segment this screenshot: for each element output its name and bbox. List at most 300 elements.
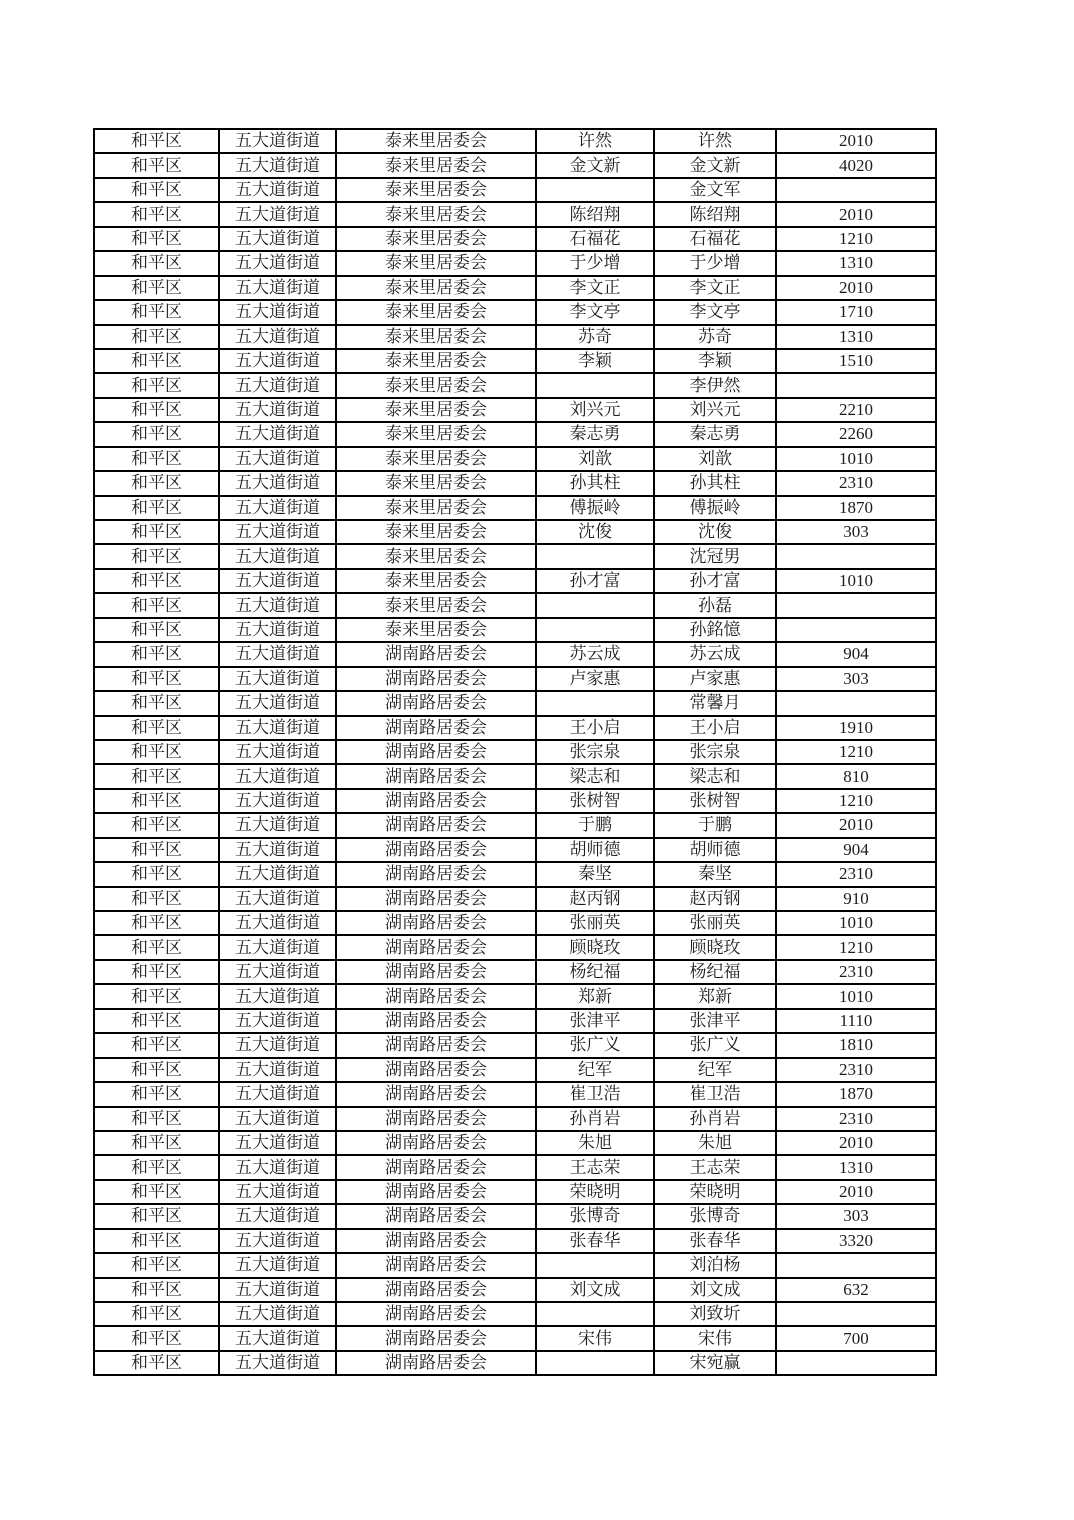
table-cell: 五大道街道	[219, 227, 336, 251]
table-body	[94, 129, 936, 1375]
table-cell	[536, 691, 654, 715]
table-cell	[536, 178, 654, 202]
table-row	[94, 960, 936, 984]
table-cell: 孙肖岩	[654, 1107, 776, 1131]
table-row	[94, 593, 936, 617]
table-cell: 湖南路居委会	[336, 1082, 536, 1106]
table-cell	[536, 618, 654, 642]
table-cell: 和平区	[94, 373, 219, 397]
table-row	[94, 1229, 936, 1253]
table-cell: 和平区	[94, 1253, 219, 1277]
table-cell: 和平区	[94, 716, 219, 740]
table-cell: 1010	[776, 984, 936, 1008]
table-cell: 孙其柱	[536, 471, 654, 495]
table-cell: 湖南路居委会	[336, 764, 536, 788]
table-cell: 崔卫浩	[654, 1082, 776, 1106]
table-cell: 五大道街道	[219, 1033, 336, 1057]
table-cell: 和平区	[94, 276, 219, 300]
table-row	[94, 1082, 936, 1106]
table-row	[94, 447, 936, 471]
table-cell: 五大道街道	[219, 1278, 336, 1302]
table-cell: 朱旭	[654, 1131, 776, 1155]
table-cell: 五大道街道	[219, 153, 336, 177]
table-cell: 刘泊杨	[654, 1253, 776, 1277]
table-cell: 五大道街道	[219, 496, 336, 520]
table-cell: 沈俊	[654, 520, 776, 544]
table-cell: 五大道街道	[219, 300, 336, 324]
table-row	[94, 1204, 936, 1228]
table-row	[94, 325, 936, 349]
table-cell: 沈俊	[536, 520, 654, 544]
table-cell: 五大道街道	[219, 1302, 336, 1326]
table-row	[94, 1302, 936, 1326]
table-row	[94, 1131, 936, 1155]
table-cell: 赵丙钢	[536, 887, 654, 911]
table-cell: 泰来里居委会	[336, 544, 536, 568]
table-cell: 五大道街道	[219, 838, 336, 862]
table-cell: 2010	[776, 129, 936, 153]
table-cell: 和平区	[94, 911, 219, 935]
table-row	[94, 276, 936, 300]
table-cell: 和平区	[94, 251, 219, 275]
table-row	[94, 398, 936, 422]
table-cell: 湖南路居委会	[336, 1155, 536, 1179]
table-cell: 五大道街道	[219, 1082, 336, 1106]
table-cell: 金文新	[536, 153, 654, 177]
table-cell: 和平区	[94, 227, 219, 251]
table-cell: 五大道街道	[219, 1229, 336, 1253]
table-cell: 张广义	[536, 1033, 654, 1057]
table-cell: 904	[776, 838, 936, 862]
table-cell	[776, 618, 936, 642]
table-cell: 和平区	[94, 325, 219, 349]
table-row	[94, 153, 936, 177]
table-cell: 泰来里居委会	[336, 129, 536, 153]
table-cell: 秦坚	[536, 862, 654, 886]
table-cell: 于鹏	[654, 813, 776, 837]
table-cell	[776, 691, 936, 715]
table-cell: 泰来里居委会	[336, 251, 536, 275]
table-cell: 苏云成	[654, 642, 776, 666]
table-row	[94, 1253, 936, 1277]
table-cell: 石福花	[654, 227, 776, 251]
table-cell: 910	[776, 887, 936, 911]
table-cell: 五大道街道	[219, 716, 336, 740]
table-cell: 李伊然	[654, 373, 776, 397]
table-cell: 2010	[776, 1180, 936, 1204]
table-row	[94, 251, 936, 275]
table-cell: 1210	[776, 789, 936, 813]
table-cell: 常馨月	[654, 691, 776, 715]
table-row	[94, 984, 936, 1008]
table-cell	[536, 593, 654, 617]
table-cell: 许然	[536, 129, 654, 153]
table-cell: 胡师德	[536, 838, 654, 862]
table-cell: 和平区	[94, 984, 219, 1008]
table-cell: 纪军	[654, 1058, 776, 1082]
table-row	[94, 129, 936, 153]
table-row	[94, 667, 936, 691]
table-cell: 2310	[776, 862, 936, 886]
table-cell: 1210	[776, 740, 936, 764]
table-cell: 1310	[776, 1155, 936, 1179]
table-cell: 荣晓明	[654, 1180, 776, 1204]
table-cell: 张津平	[536, 1009, 654, 1033]
table-cell: 刘兴元	[536, 398, 654, 422]
table-cell: 卢家惠	[654, 667, 776, 691]
table-cell: 700	[776, 1326, 936, 1350]
table-cell: 刘歆	[536, 447, 654, 471]
table-cell: 五大道街道	[219, 862, 336, 886]
table-cell: 1010	[776, 911, 936, 935]
table-cell: 宋伟	[536, 1326, 654, 1350]
table-row	[94, 1155, 936, 1179]
table-cell: 刘兴元	[654, 398, 776, 422]
table-cell: 五大道街道	[219, 178, 336, 202]
table-cell: 和平区	[94, 1058, 219, 1082]
table-cell: 1510	[776, 349, 936, 373]
table-cell: 湖南路居委会	[336, 911, 536, 935]
table-row	[94, 471, 936, 495]
table-cell: 五大道街道	[219, 1326, 336, 1350]
table-cell: 303	[776, 520, 936, 544]
table-row	[94, 691, 936, 715]
table-cell: 和平区	[94, 1229, 219, 1253]
table-cell: 泰来里居委会	[336, 471, 536, 495]
table-cell: 孙磊	[654, 593, 776, 617]
table-row	[94, 1009, 936, 1033]
table-cell: 泰来里居委会	[336, 276, 536, 300]
table-cell: 湖南路居委会	[336, 691, 536, 715]
table-cell: 李文正	[536, 276, 654, 300]
table-cell: 五大道街道	[219, 276, 336, 300]
table-cell: 顾晓玫	[654, 935, 776, 959]
table-cell: 五大道街道	[219, 422, 336, 446]
table-cell: 1870	[776, 1082, 936, 1106]
table-cell: 和平区	[94, 593, 219, 617]
table-cell: 傅振岭	[654, 496, 776, 520]
table-cell: 湖南路居委会	[336, 789, 536, 813]
table-cell: 湖南路居委会	[336, 1131, 536, 1155]
table-cell: 和平区	[94, 935, 219, 959]
table-cell: 刘歆	[654, 447, 776, 471]
table-row	[94, 740, 936, 764]
table-cell: 泰来里居委会	[336, 520, 536, 544]
table-row	[94, 300, 936, 324]
table-cell: 五大道街道	[219, 935, 336, 959]
table-cell: 2310	[776, 1058, 936, 1082]
table-cell: 1010	[776, 447, 936, 471]
table-cell	[776, 1253, 936, 1277]
table-cell: 五大道街道	[219, 373, 336, 397]
table-cell: 五大道街道	[219, 1253, 336, 1277]
table-cell: 梁志和	[536, 764, 654, 788]
table-cell: 五大道街道	[219, 398, 336, 422]
table-cell: 苏奇	[654, 325, 776, 349]
table-cell: 五大道街道	[219, 1155, 336, 1179]
table-row	[94, 520, 936, 544]
table-cell: 沈冠男	[654, 544, 776, 568]
table-cell: 泰来里居委会	[336, 422, 536, 446]
table-cell: 泰来里居委会	[336, 569, 536, 593]
table-cell: 张博奇	[654, 1204, 776, 1228]
table-cell: 张宗泉	[654, 740, 776, 764]
table-cell: 和平区	[94, 691, 219, 715]
table-cell: 和平区	[94, 642, 219, 666]
table-cell: 宋伟	[654, 1326, 776, 1350]
table-cell: 和平区	[94, 1107, 219, 1131]
table-cell: 五大道街道	[219, 764, 336, 788]
table-cell: 1210	[776, 227, 936, 251]
data-table	[93, 128, 937, 1376]
table-row	[94, 569, 936, 593]
table-row	[94, 1033, 936, 1057]
table-cell: 湖南路居委会	[336, 935, 536, 959]
table-cell: 王志荣	[654, 1155, 776, 1179]
table-cell: 和平区	[94, 544, 219, 568]
table-cell: 傅振岭	[536, 496, 654, 520]
table-cell: 和平区	[94, 1009, 219, 1033]
table-cell: 张春华	[536, 1229, 654, 1253]
table-cell: 王志荣	[536, 1155, 654, 1179]
table-cell: 1110	[776, 1009, 936, 1033]
table-cell: 泰来里居委会	[336, 398, 536, 422]
table-cell: 和平区	[94, 1302, 219, 1326]
table-cell: 郑新	[536, 984, 654, 1008]
table-cell: 和平区	[94, 1351, 219, 1375]
table-cell: 湖南路居委会	[336, 1058, 536, 1082]
table-cell: 和平区	[94, 667, 219, 691]
table-cell: 苏奇	[536, 325, 654, 349]
table-cell: 秦坚	[654, 862, 776, 886]
table-cell: 赵丙钢	[654, 887, 776, 911]
table-cell: 朱旭	[536, 1131, 654, 1155]
table-cell: 崔卫浩	[536, 1082, 654, 1106]
table-cell: 五大道街道	[219, 349, 336, 373]
table-cell	[776, 593, 936, 617]
table-cell	[536, 1302, 654, 1326]
table-cell: 和平区	[94, 960, 219, 984]
table-cell: 和平区	[94, 422, 219, 446]
table-cell: 五大道街道	[219, 813, 336, 837]
table-cell: 五大道街道	[219, 984, 336, 1008]
table-cell: 许然	[654, 129, 776, 153]
table-cell: 五大道街道	[219, 202, 336, 226]
table-cell: 五大道街道	[219, 447, 336, 471]
table-row	[94, 764, 936, 788]
table-cell: 五大道街道	[219, 1009, 336, 1033]
table-cell: 和平区	[94, 887, 219, 911]
table-cell: 杨纪福	[654, 960, 776, 984]
table-cell	[776, 178, 936, 202]
table-cell: 李文亭	[654, 300, 776, 324]
table-cell: 和平区	[94, 1326, 219, 1350]
table-cell: 秦志勇	[536, 422, 654, 446]
table-cell: 1870	[776, 496, 936, 520]
table-cell: 泰来里居委会	[336, 300, 536, 324]
table-cell: 泰来里居委会	[336, 325, 536, 349]
table-cell: 金文新	[654, 153, 776, 177]
table-row	[94, 544, 936, 568]
table-cell: 和平区	[94, 300, 219, 324]
table-cell: 张树智	[654, 789, 776, 813]
table-cell: 泰来里居委会	[336, 153, 536, 177]
table-row	[94, 789, 936, 813]
table-cell: 湖南路居委会	[336, 740, 536, 764]
table-cell: 陈绍翔	[654, 202, 776, 226]
table-cell: 湖南路居委会	[336, 1302, 536, 1326]
table-row	[94, 862, 936, 886]
table-row	[94, 935, 936, 959]
table-cell: 五大道街道	[219, 1058, 336, 1082]
table-cell: 梁志和	[654, 764, 776, 788]
table-cell: 湖南路居委会	[336, 887, 536, 911]
table-cell: 1810	[776, 1033, 936, 1057]
table-cell: 303	[776, 667, 936, 691]
table-cell: 湖南路居委会	[336, 1253, 536, 1277]
table-cell: 张宗泉	[536, 740, 654, 764]
table-row	[94, 1351, 936, 1375]
table-cell: 和平区	[94, 1204, 219, 1228]
table-row	[94, 227, 936, 251]
table-cell: 张丽英	[536, 911, 654, 935]
table-row	[94, 618, 936, 642]
table-cell: 张津平	[654, 1009, 776, 1033]
table-row	[94, 716, 936, 740]
table-cell: 和平区	[94, 1180, 219, 1204]
table-cell: 石福花	[536, 227, 654, 251]
table-row	[94, 911, 936, 935]
table-cell: 顾晓玫	[536, 935, 654, 959]
table-cell: 泰来里居委会	[336, 202, 536, 226]
table-cell: 五大道街道	[219, 325, 336, 349]
table-cell: 2010	[776, 202, 936, 226]
table-cell	[776, 373, 936, 397]
table-cell: 湖南路居委会	[336, 642, 536, 666]
table-row	[94, 813, 936, 837]
table-row	[94, 887, 936, 911]
table-cell: 1710	[776, 300, 936, 324]
table-cell: 泰来里居委会	[336, 496, 536, 520]
table-cell: 五大道街道	[219, 887, 336, 911]
table-cell: 五大道街道	[219, 129, 336, 153]
table-cell: 五大道街道	[219, 667, 336, 691]
table-cell: 和平区	[94, 764, 219, 788]
table-cell: 宋宛赢	[654, 1351, 776, 1375]
table-cell: 孙銘憶	[654, 618, 776, 642]
table-cell: 泰来里居委会	[336, 178, 536, 202]
table-cell: 五大道街道	[219, 593, 336, 617]
table-cell: 和平区	[94, 471, 219, 495]
table-cell: 张博奇	[536, 1204, 654, 1228]
table-cell: 五大道街道	[219, 471, 336, 495]
table-cell: 湖南路居委会	[336, 1278, 536, 1302]
table-cell: 泰来里居委会	[336, 349, 536, 373]
table-cell: 张广义	[654, 1033, 776, 1057]
table-cell: 和平区	[94, 789, 219, 813]
table-cell: 2310	[776, 960, 936, 984]
table-cell	[536, 1253, 654, 1277]
table-cell: 五大道街道	[219, 911, 336, 935]
table-cell: 五大道街道	[219, 1131, 336, 1155]
table-cell: 李文正	[654, 276, 776, 300]
table-cell: 和平区	[94, 447, 219, 471]
table-cell: 王小启	[536, 716, 654, 740]
table-row	[94, 178, 936, 202]
table-row	[94, 1278, 936, 1302]
table-cell	[536, 1351, 654, 1375]
table-cell	[776, 1351, 936, 1375]
table-cell: 和平区	[94, 129, 219, 153]
table-cell: 张丽英	[654, 911, 776, 935]
table-cell: 于少增	[536, 251, 654, 275]
table-cell: 苏云成	[536, 642, 654, 666]
table-cell: 和平区	[94, 202, 219, 226]
table-cell: 810	[776, 764, 936, 788]
table-cell: 904	[776, 642, 936, 666]
table-cell: 五大道街道	[219, 960, 336, 984]
table-row	[94, 642, 936, 666]
table-cell: 王小启	[654, 716, 776, 740]
table-cell: 和平区	[94, 1131, 219, 1155]
table-cell	[536, 544, 654, 568]
table-cell: 和平区	[94, 178, 219, 202]
table-row	[94, 202, 936, 226]
table-cell: 和平区	[94, 496, 219, 520]
table-cell: 孙其柱	[654, 471, 776, 495]
table-cell: 和平区	[94, 740, 219, 764]
table-cell: 泰来里居委会	[336, 618, 536, 642]
table-cell: 秦志勇	[654, 422, 776, 446]
table-cell: 五大道街道	[219, 544, 336, 568]
table-cell: 和平区	[94, 1082, 219, 1106]
table-cell: 和平区	[94, 569, 219, 593]
table-cell: 五大道街道	[219, 520, 336, 544]
table-row	[94, 422, 936, 446]
table-cell: 五大道街道	[219, 569, 336, 593]
table-cell: 刘致圻	[654, 1302, 776, 1326]
table-cell: 湖南路居委会	[336, 1180, 536, 1204]
table-cell: 1210	[776, 935, 936, 959]
table-row	[94, 1058, 936, 1082]
table-cell: 卢家惠	[536, 667, 654, 691]
table-cell: 杨纪福	[536, 960, 654, 984]
table-cell: 李文亭	[536, 300, 654, 324]
table-cell: 和平区	[94, 1033, 219, 1057]
table-cell: 湖南路居委会	[336, 1204, 536, 1228]
table-cell: 五大道街道	[219, 1107, 336, 1131]
table-cell: 五大道街道	[219, 618, 336, 642]
table-cell	[776, 1302, 936, 1326]
table-cell	[536, 373, 654, 397]
table-cell: 3320	[776, 1229, 936, 1253]
table-cell: 五大道街道	[219, 1180, 336, 1204]
table-row	[94, 496, 936, 520]
table-cell: 五大道街道	[219, 789, 336, 813]
table-cell	[776, 544, 936, 568]
table-cell: 和平区	[94, 520, 219, 544]
table-cell: 湖南路居委会	[336, 1351, 536, 1375]
table-cell: 湖南路居委会	[336, 1326, 536, 1350]
table-cell: 刘文成	[654, 1278, 776, 1302]
table-cell: 1910	[776, 716, 936, 740]
table-cell: 和平区	[94, 398, 219, 422]
table-cell: 李颖	[536, 349, 654, 373]
table-cell: 湖南路居委会	[336, 838, 536, 862]
table-cell: 湖南路居委会	[336, 813, 536, 837]
table-cell: 五大道街道	[219, 642, 336, 666]
table-cell: 孙才富	[536, 569, 654, 593]
